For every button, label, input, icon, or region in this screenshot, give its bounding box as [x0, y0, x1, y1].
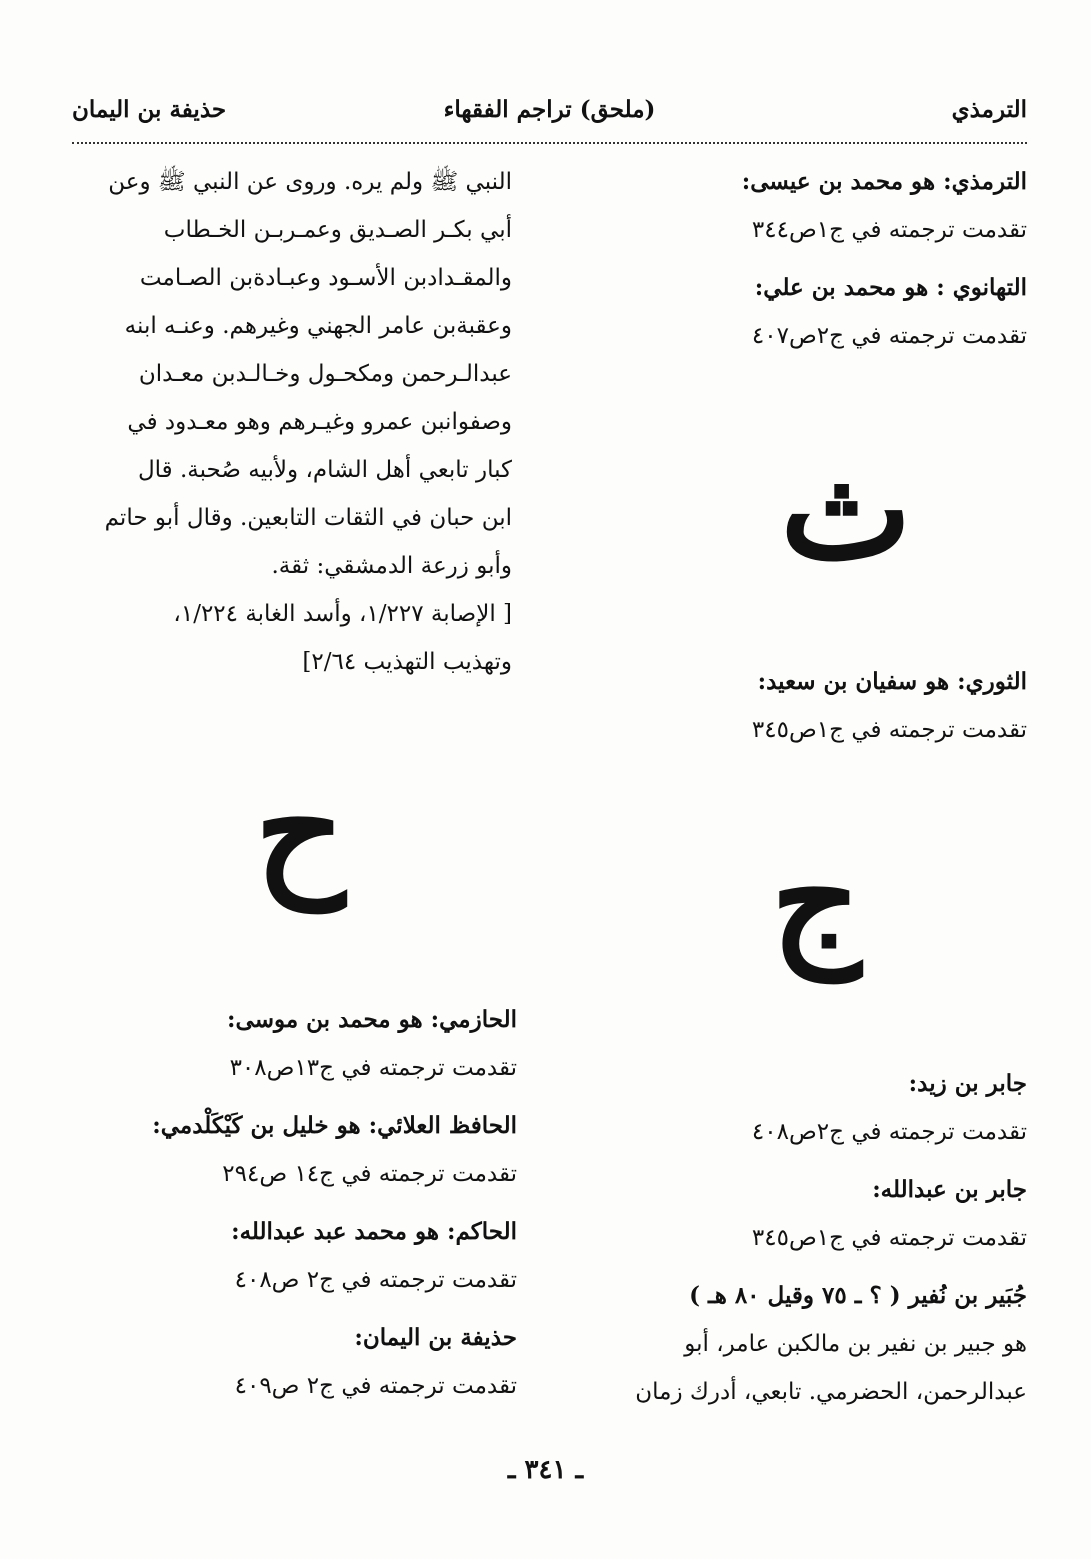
source-citation: وتهذيب التهذيب ٢/٦٤] — [302, 649, 512, 675]
header-dotted-rule — [72, 142, 1027, 144]
entry-ref: تقدمت ترجمته في ج١٣ص٣٠٨ — [229, 1055, 517, 1081]
left-entries-ha — [72, 996, 517, 1420]
header-right-title: الترمذي — [951, 96, 1027, 123]
entry-head: التهانوي : هو محمد بن علي: — [754, 274, 1027, 301]
bio-line: ابن حبان في الثقات التابعين. وقال أبو حاتم — [104, 505, 512, 531]
entry-alai — [72, 1102, 517, 1198]
bio-line: وأبو زرعة الدمشقي: ثقة. — [271, 553, 512, 579]
entry-head: الحازمي: هو محمد بن موسى: — [227, 1006, 517, 1033]
entry-head: الترمذي: هو محمد بن عيسى: — [741, 168, 1027, 195]
right-entries-jim — [567, 1060, 1027, 1426]
entry-head: الحاكم: هو محمد عبد عبدالله: — [231, 1218, 517, 1245]
bio-line: أبي بكـر الصـديق وعمـربـن الخـطاب — [163, 217, 512, 243]
bio-line: عبدالرحمن، الحضرمي. تابعي، أدرك زمان — [635, 1379, 1027, 1405]
page-number: ـ ٣٤١ ـ — [507, 1455, 584, 1485]
right-entries-tha — [607, 658, 1027, 764]
entry-head: جُبَير بن نُفير ( ؟ ـ ٧٥ وقيل ٨٠ هـ ) — [689, 1282, 1027, 1309]
entry-jabir-abdallah — [567, 1166, 1027, 1262]
bio-line: والمقـدادبن الأسـود وعبـادةبن الصـامت — [139, 265, 512, 291]
entry-head: جابر بن زيد: — [908, 1070, 1027, 1097]
header-left-title: حذيفة بن اليمان — [72, 96, 227, 123]
entry-hakim — [72, 1208, 517, 1304]
entry-ref: تقدمت ترجمته في ج١ص٣٤٥ — [751, 717, 1027, 743]
entry-ref: تقدمت ترجمته في ج٢ ص٤٠٨ — [234, 1267, 517, 1293]
entry-jabir-zayd — [567, 1060, 1027, 1156]
biography-continuation — [72, 158, 512, 686]
right-entries-top — [607, 158, 1027, 370]
entry-ref: تقدمت ترجمته في ج٢ص٤٠٧ — [751, 323, 1027, 349]
header-center-title: (ملحق) تراجم الفقهاء — [443, 96, 656, 123]
entry-head: الثوري: هو سفيان بن سعيد: — [757, 668, 1027, 695]
entry-ref: تقدمت ترجمته في ج٢ص٤٠٨ — [751, 1119, 1027, 1145]
entry-thawri — [607, 658, 1027, 754]
entry-tahanawi — [607, 264, 1027, 360]
entry-head: جابر بن عبدالله: — [872, 1176, 1027, 1203]
entry-hudhayfa — [72, 1314, 517, 1410]
bio-line: هو جبير بن نفير بن مالكبن عامر، أبو — [684, 1331, 1027, 1357]
section-letter-jim: ج — [770, 818, 862, 982]
bio-line: كبار تابعي أهل الشام، ولأبيه صُحبة. قال — [137, 457, 512, 483]
section-letter-tha: ث — [780, 428, 912, 592]
entry-jubayr — [567, 1272, 1027, 1416]
bio-line: وعقبةبن عامر الجهني وغيرهم. وعنـه ابنه — [124, 313, 512, 339]
entry-tirmidhi — [607, 158, 1027, 254]
source-citation: [ الإصابة ١/٢٢٧، وأسد الغابة ١/٢٢٤، — [173, 601, 512, 627]
entry-ref: تقدمت ترجمته في ج١٤ ص٢٩٤ — [222, 1161, 517, 1187]
running-header — [72, 90, 1027, 138]
entry-head: حذيفة بن اليمان: — [354, 1324, 517, 1351]
entry-hazimi — [72, 996, 517, 1092]
entry-head: الحافظ العلائي: هو خليل بن كَيْكَلْدمي: — [152, 1112, 517, 1139]
bio-line: عبدالـرحمن ومكحـول وخـالـدبن معـدان — [138, 361, 512, 387]
entry-ref: تقدمت ترجمته في ج١ص٣٤٥ — [751, 1225, 1027, 1251]
entry-ref: تقدمت ترجمته في ج١ص٣٤٤ — [751, 217, 1027, 243]
entry-ref: تقدمت ترجمته في ج٢ ص٤٠٩ — [234, 1373, 517, 1399]
section-letter-ha: ح — [254, 748, 346, 912]
bio-line: النبي ﷺ ولم يره. وروى عن النبي ﷺ وعن — [108, 169, 512, 195]
bio-line: وصفوانبن عمرو وغيـرهم وهو معـدود في — [127, 409, 512, 435]
